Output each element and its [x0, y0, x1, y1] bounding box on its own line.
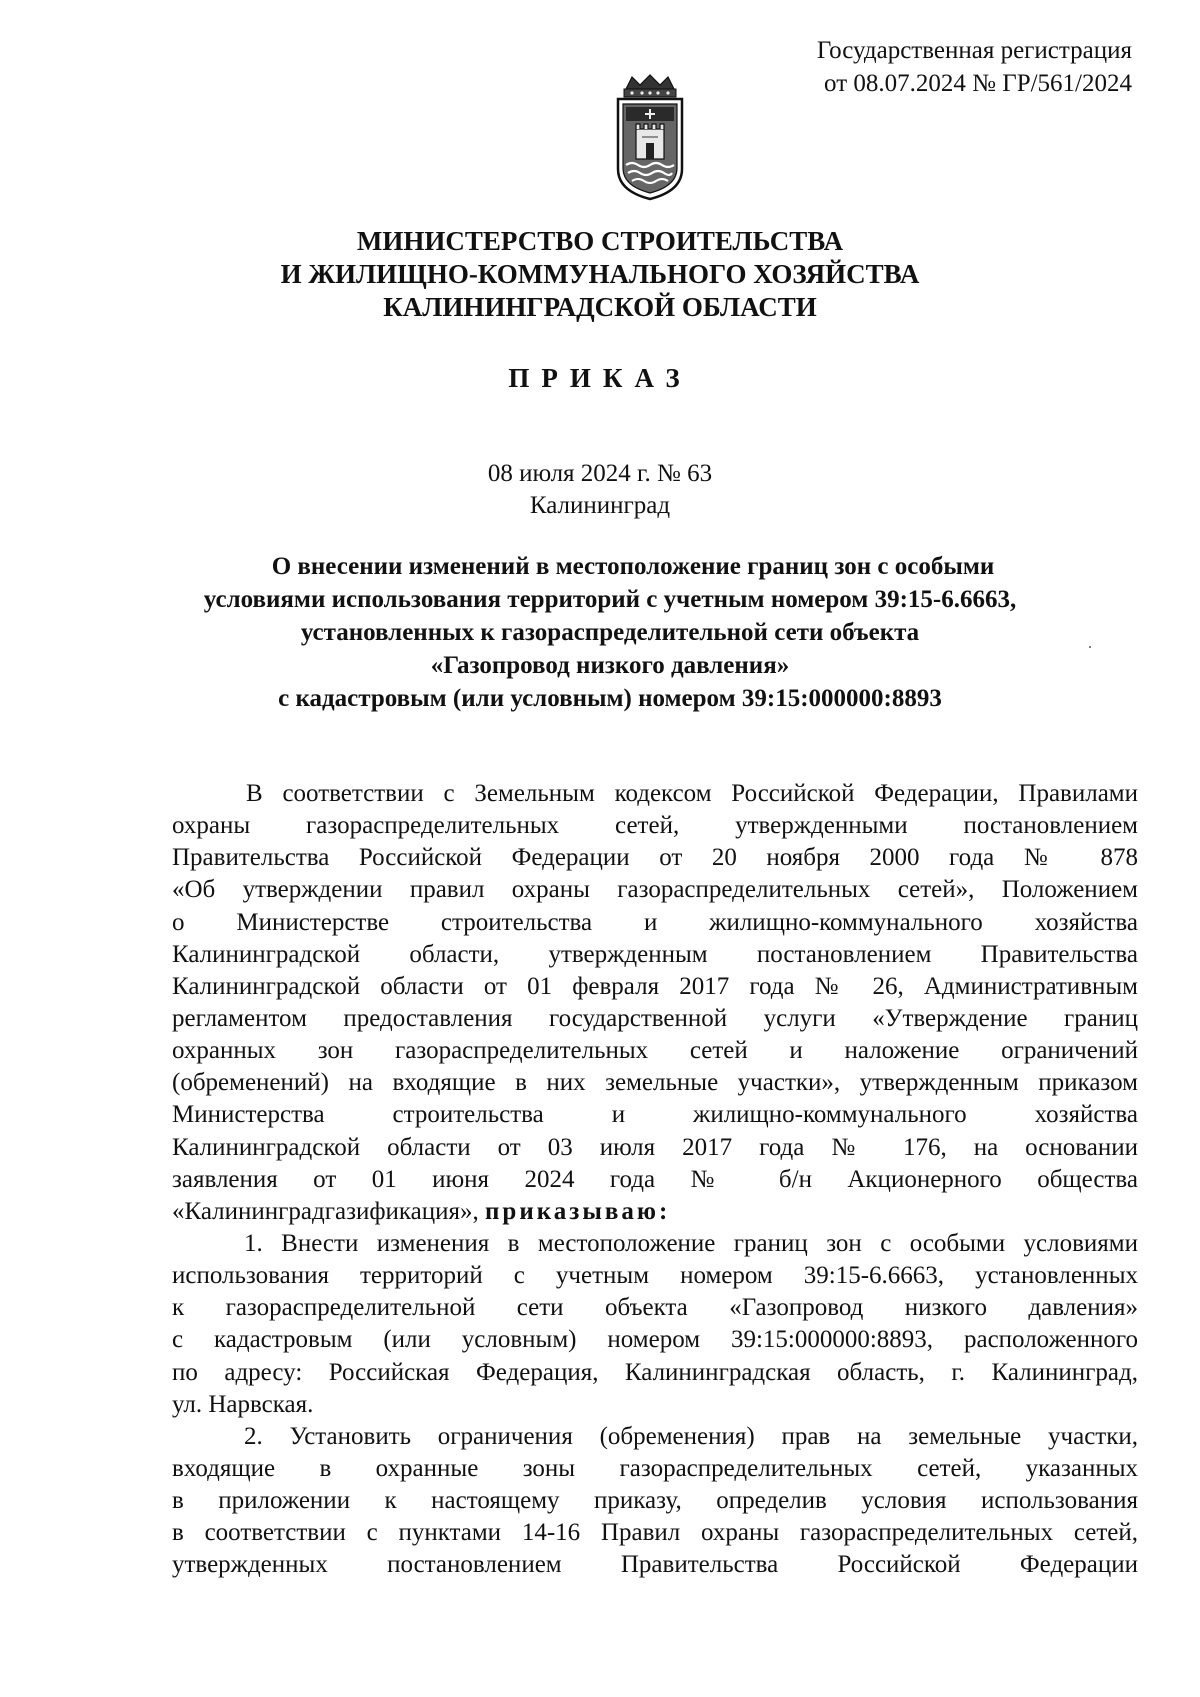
preamble-line: регламентом предоставления государственной услуги «Утверждение границ [172, 1004, 1138, 1032]
item-1-line: к газораспределительной сети объекта «Газопровод низкого давления» [172, 1294, 1138, 1322]
preamble-line: охранных зон газораспределительных сетей и наложение ограничений [172, 1037, 1138, 1065]
order-body [172, 778, 1138, 1582]
order-subject-title [150, 550, 1070, 715]
preamble-line: (обременений) на входящие в них земельные участки», утвержденным приказом [172, 1069, 1138, 1097]
order-date-block [150, 458, 1050, 522]
ministry-header [150, 225, 1050, 324]
scan-speck [1089, 646, 1091, 648]
order-keyword: приказываю: [485, 1197, 671, 1225]
item-2-line: в приложении к настоящему приказу, определив условия использования [172, 1487, 1138, 1515]
preamble-line: охраны газораспределительных сетей, утвержденными постановлением [172, 812, 1138, 840]
item-1-line: по адресу: Российская Федерация, Калининградская область, г. Калининград, [172, 1358, 1138, 1386]
item-1-line: ул. Нарвская. [172, 1390, 314, 1418]
subject-line-1: О внесении изменений в местоположение границ зон с особыми [271, 553, 995, 580]
preamble-line: Калининградской области, утвержденным постановлением Правительства [172, 940, 1138, 968]
document-type-title: ПРИКАЗ [508, 363, 692, 393]
registration-line-2: от 08.07.2024 № ГР/561/2024 [824, 70, 1132, 97]
item-2-line: 2. Установить ограничения (обременения) прав на земельные участки, [244, 1422, 1138, 1450]
preamble-applicant: «Калининградгазификация», [172, 1197, 486, 1225]
subject-line-4: «Газопровод низкого давления» [430, 652, 790, 679]
preamble-last-line [172, 1196, 1138, 1228]
subject-line-3: установленных к газораспределительной сети объекта [300, 619, 920, 646]
preamble-line: Министерства строительства и жилищно-коммунального хозяйства [172, 1101, 1138, 1129]
ministry-line-2: И ЖИЛИЩНО-КОММУНАЛЬНОГО ХОЗЯЙСТВА [280, 259, 920, 289]
ministry-line-1: МИНИСТЕРСТВО СТРОИТЕЛЬСТВА [356, 226, 844, 256]
preamble-line: о Министерстве строительства и жилищно-коммунального хозяйства [172, 908, 1138, 936]
order-city: Калининград [529, 492, 671, 519]
preamble-line: Правительства Российской Федерации от 20 ноября 2000 года № 878 [172, 844, 1138, 872]
preamble-line: Калининградской области от 03 июля 2017 года № 176, на основании [172, 1133, 1138, 1161]
item-2-line: утвержденных постановлением Правительства Российской Федерации [172, 1551, 1138, 1579]
state-registration-stamp [712, 34, 1132, 100]
item-1-line: использования территорий с учетным номером 39:15-6.6663, установленных [172, 1262, 1138, 1290]
registration-line-1: Государственная регистрация [816, 37, 1132, 64]
item-2-line: входящие в охранные зоны газораспределительных сетей, указанных [172, 1454, 1138, 1482]
order-date-number: 08 июля 2024 г. № 63 [487, 460, 713, 487]
item-2-line: в соответствии с пунктами 14-16 Правил охраны газораспределительных сетей, [172, 1519, 1138, 1547]
subject-line-2: условиями использования территорий с учетным номером 39:15-6.6663, [203, 586, 1017, 613]
kaliningrad-coat-of-arms-icon [612, 73, 688, 201]
subject-line-5: с кадастровым (или условным) номером 39:15:000000:8893 [278, 685, 942, 712]
preamble-line: Калининградской области от 01 февраля 2017 года № 26, Административным [172, 972, 1138, 1000]
preamble-line: В соответствии с Земельным кодексом Российской Федерации, Правилами [246, 780, 1138, 807]
item-1-line: с кадастровым (или условным) номером 39:15:000000:8893, расположенного [172, 1326, 1138, 1354]
preamble-line: «Об утверждении правил охраны газораспределительных сетей», Положением [172, 876, 1138, 904]
ministry-line-3: КАЛИНИНГРАДСКОЙ ОБЛАСТИ [383, 292, 817, 322]
item-1-line: 1. Внести изменения в местоположение границ зон с особыми условиями [244, 1229, 1138, 1257]
preamble-line: заявления от 01 июня 2024 года № б/н Акционерного общества [172, 1165, 1138, 1193]
